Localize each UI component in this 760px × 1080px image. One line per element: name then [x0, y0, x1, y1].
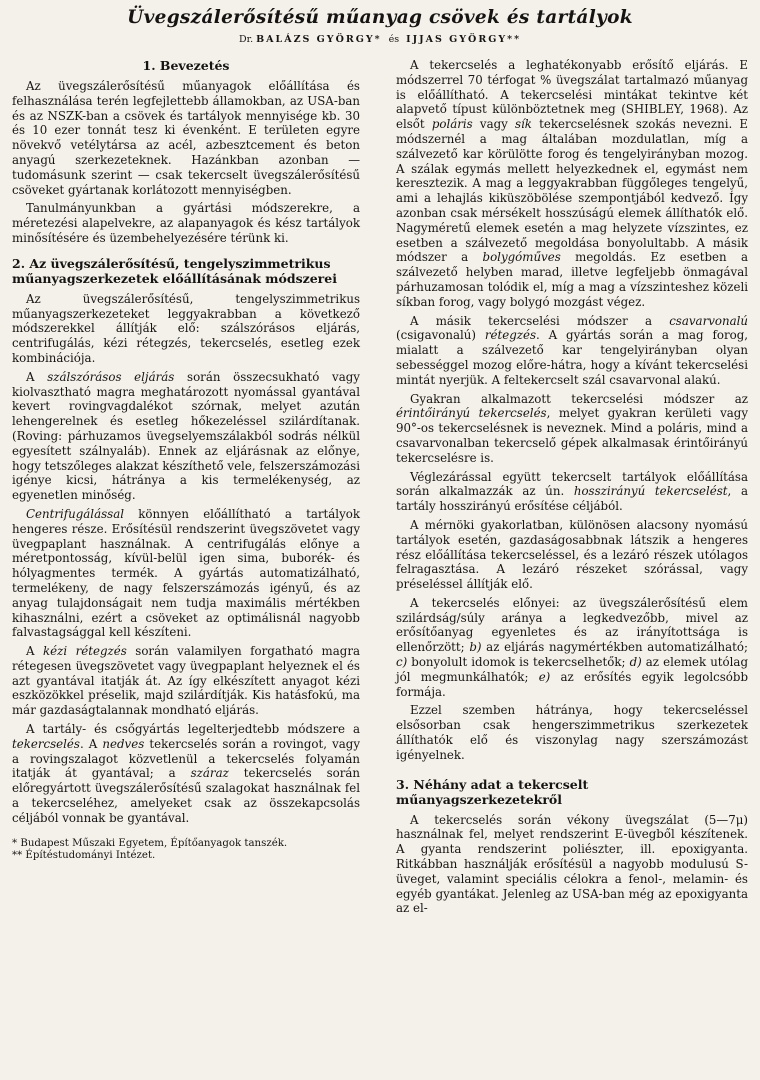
emphasis: hosszirányú tekercselést [573, 484, 728, 499]
paragraph: Centrifugálással könnyen előállítható a tartályok hengeres része. Erősítésül rendszerint üvegszövetet vagy üvegpaplant használnak. A centrifugálás előnye a méretpontosság, kívül-belül igen sima, buborék- és hólyagmentes termék. A gyártás automatizálható, termelékeny, de nagy felszerszámozás igényű, és az anyag tulajdonságait nem tudja maximális mértékben kihasználni, ezért a csöveket az optimálisnál nagyobb falvastagsággal kell készíteni. [12, 506, 360, 640]
paragraph: A tekercselés a leghatékonyabb erősítő eljárás. E módszerrel 70 térfogat % üvegszálat tartalmazó műanyag is előállítható. A tekercselési mintákat tekintve két alapvető típust különböztetnek meg (SHIBLEY, 1968). Az elsőt poláris vagy sík tekercselésnek szokás nevezni. E módszernél a mag általában mozdulatlan, míg a szálvezető kar körülötte forog és tengelyirányban mozog. A szálak egymás mellett helyezkednek el, egymást nem keresztezik. A mag a leggyakrabban függőleges tengelyű, ami a lehajlás kiküszöbölése szempontjából kedvező. Így azonban csak mérsékelt hosszúságú elemek állíthatók elő. Nagyméretű elemek esetén a mag helyzete vízszintes, ez esetben a szálvezető megoldása bonyolultabb. A másik módszer a bolygóműves megoldás. Ez esetben a szálvezető helyben marad, illetve legfeljebb önmagával párhuzamosan tolódik el, míg a mag a vízszinteshez közeli síkban forog, vagy bolygó mozgást végez. [396, 58, 749, 309]
emphasis: csavarvonalú [669, 313, 748, 328]
emphasis: nedves [102, 736, 145, 751]
paragraph: A mérnöki gyakorlatban, különösen alacsony nyomású tartályok esetén, gazdaságosabbnak látszik a hengeres rész előállítása tekercseléssel, és a lezáró részek utólagos felragasztása. A lezáró részeket szórással, vagy préseléssel állítják elő. [396, 517, 748, 592]
author-2: IJJAS GYÖRGY** [406, 34, 522, 45]
paragraph: A tekercselés során vékony üvegszálat (5—7μ) használnak fel, melyet rendszerint E-üvegből készítenek. A gyanta rendszerint poliészter, ill. epoxigyanta. Ritkábban használják erősítésül a nagyobb modulusú S-üveget, valamint speciális célokra a fenol-, melamin- és egyéb gyantákat. Jelenleg az USA-ban még az epoxigyanta az el- [396, 812, 748, 916]
paragraph: A szálszórásos eljárás során összecsukható vagy kiolvasztható magra meghatározott nyomással gyantával kevert rovingvagdalékot szórnak, melyet azután lehengerelnek és esetleg hőkezeléssel szilárdítanak. (Roving: párhuzamos üvegselyemszálakból sodrás nélkül egyesített szálnyaláb). Ennek az eljárásnak az előnye, hogy tetszőleges alakzat készíthető vele, felszerszámozási igénye kicsi, hátránya a kis termelékenység, az egyenetlen minőség. [12, 369, 360, 503]
emphasis: rétegzés [484, 328, 537, 343]
section-heading-2: 2. Az üvegszálerősítésű, tengelyszimmetrikus műanyagszerkezetek előállításának módszerei [12, 255, 337, 286]
paragraph: A kézi rétegzés során valamilyen forgatható magra rétegesen üvegszövetet vagy üvegpaplant helyeznek el és azt gyantával itatják át. Az így elkészített anyagot kézi eszközökkel préselik, majd szilárdítják. Kis hatásfokú, ma már gazdaságtalannak mondható eljárás. [12, 644, 360, 718]
paragraph: Az üvegszálerősítésű, tengelyszimmetrikus műanyagszerkezeteket leggyakrabban a következő módszerekkel állítják elő: szálszórásos eljárás, centrifugálás, kézi rétegzés, tekercselés, esetleg ezek kombinációja. [12, 291, 360, 365]
footnotes [12, 838, 360, 862]
emphasis: sík [514, 117, 532, 132]
emphasis: Centrifugálással [26, 506, 125, 521]
author-line [12, 34, 748, 46]
emphasis: kézi rétegzés [43, 644, 127, 659]
paragraph: Tanulmányunkban a gyártási módszerekre, a méretezési alapelvekre, az alapanyagok és kész tartályok minősítésére és üzembehelyezésére térünk ki. [12, 201, 360, 245]
right-column [396, 58, 748, 920]
emphasis: szálszórásos eljárás [47, 369, 175, 384]
author-conjunction: és [388, 34, 400, 45]
emphasis: poláris [431, 117, 473, 132]
author-prefix: Dr. [238, 34, 254, 45]
paragraph: Véglezárással együtt tekercselt tartályok előállítása során alkalmazzák az ún. hosszirányú tekercselést, a tartály hosszirányú erősítése céljából. [396, 469, 748, 514]
emphasis: száraz [190, 766, 229, 781]
emphasis: bolygóműves [482, 250, 561, 265]
left-column [12, 58, 360, 920]
paper-title: Üvegszálerősítésű műanyag csövek és tartályok [127, 7, 633, 28]
footnote-1: * Budapest Műszaki Egyetem, Építőanyagok tanszék. [12, 837, 288, 849]
emphasis: érintőirányú tekercselés [396, 406, 547, 421]
emphasis: tekercselés [12, 736, 80, 751]
author-1: BALÁZS GYÖRGY* [256, 34, 382, 45]
two-column-body [12, 58, 748, 920]
paragraph: A tekercselés előnyei: az üvegszálerősítésű elem szilárdság/súly aránya a legkedvezőbb, mivel az erősítőanyag egyenletes és az irányítottsága is ellenőrzött; b) az eljárás nagymértékben automatizálható; c) bonyolult idomok is tekercselhetők; d) az elemek utólag jól megmunkálhatók; e) az erősítés egyik legolcsóbb formája. [396, 595, 749, 699]
paragraph: Gyakran alkalmazott tekercselési módszer az érintőirányú tekercselés, melyet gyakran kerületi vagy 90°-os tekercselésnek is neveznek. Mind a poláris, mind a csavarvonalban tekercselő gépek alkalmasak érintőirányú tekercselésre is. [396, 391, 748, 465]
paragraph: A másik tekercselési módszer a csavarvonalú (csigavonalú) rétegzés. A gyártás során a mag forog, mialatt a szálvezető kar tengelyirányban olyan sebességgel mozog előre-hátra, hogy a kívánt tekercselési mintát nyerjük. A feltekercselt szál csavarvonal alakú. [396, 313, 748, 387]
paragraph: A tartály- és csőgyártás legelterjedtebb módszere a tekercselés. A nedves tekercselés során a rovingot, vagy a rovingszalagot közvetlenül a tekercselés folyamán itatják át gyantával; a száraz tekercselés során előregyártott üvegszálerősítésű szalagokat használnak fel a tekercseléhez, amelyeket csak az összekapcsolás céljából vonnak be gyantával. [12, 722, 361, 825]
section-heading-3: 3. Néhány adat a tekercselt műanyagszerkezetekről [396, 776, 589, 807]
footnote-2: ** Építéstudományi Intézet. [12, 849, 156, 861]
section-heading-1: 1. Bevezetés [142, 58, 230, 73]
paragraph: Az üvegszálerősítésű műanyagok előállítása és felhasználása terén legfejlettebb államokban, az USA-ban és az NSZK-ban a csövek és tartályok mennyisége kb. 30 és 10 ezer tonnát tesz ki évenként. E területen egyre növekvő vetélytársa az acél, azbesztcement és beton anyagú szerkezeteknek. Hazánkban azonban — tudomásunk szerint — csak tekercselt üvegszálerősítésű csöveket gyártanak korlátozott mennyiségben. [12, 79, 360, 197]
paragraph: Ezzel szemben hátránya, hogy tekercseléssel elsősorban csak hengerszimmetrikus szerkezetek állíthatók elő és viszonylag nagy szerszámozást igényelnek. [396, 703, 748, 762]
